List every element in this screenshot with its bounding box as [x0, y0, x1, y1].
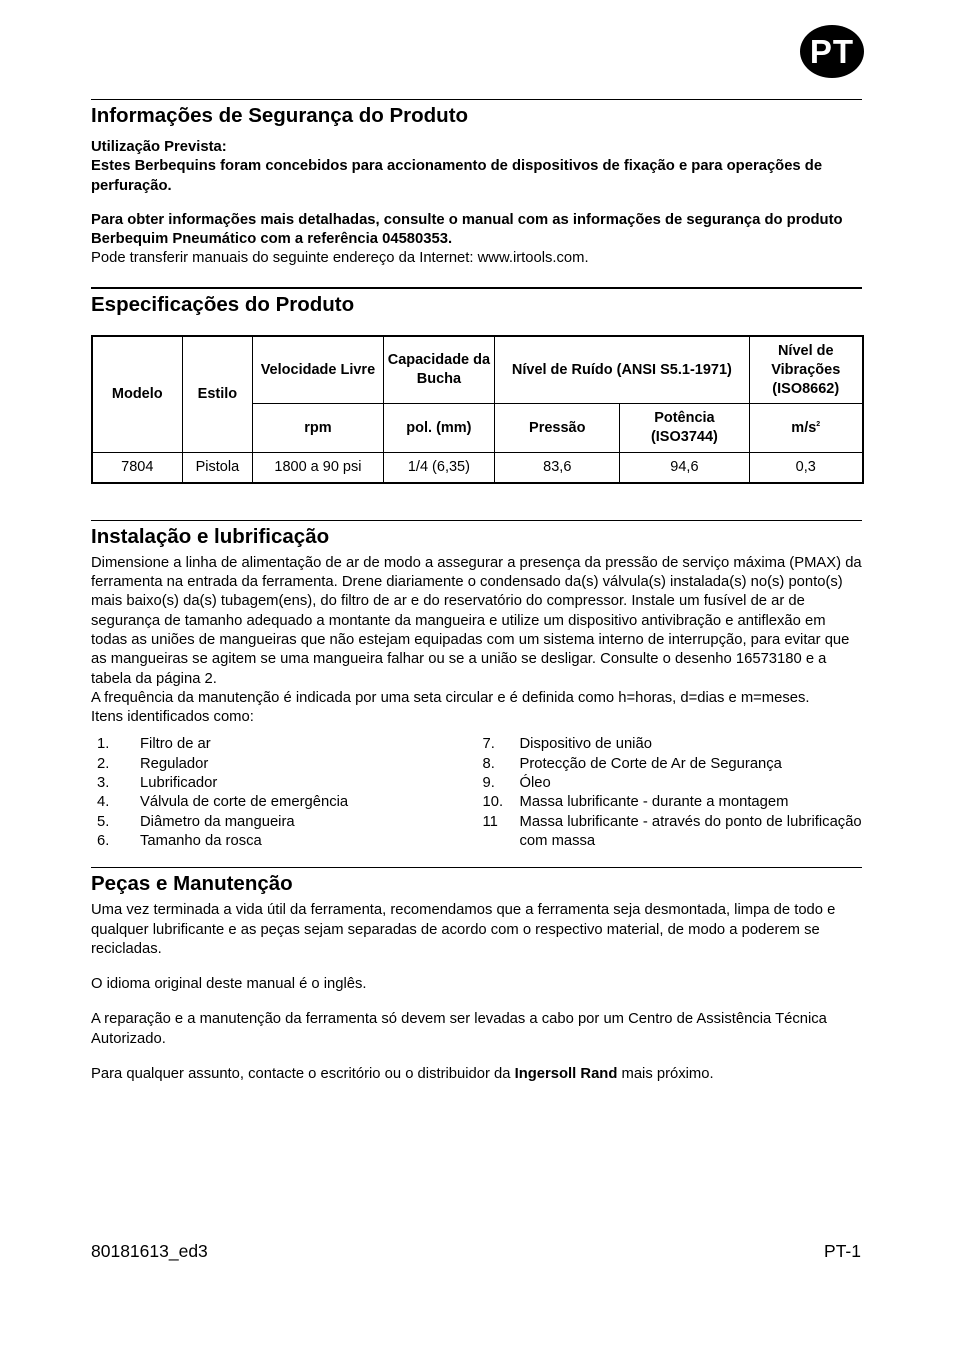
section-divider	[91, 520, 862, 521]
brand-name: Ingersoll Rand	[514, 1066, 618, 1083]
more-info-text: Para obter informações mais detalhadas, consulte o manual com as informações de segurança do produto Berbequim Pneumático com a referência 04580353.	[91, 211, 843, 248]
list-item: 1. Filtro de ar	[97, 736, 211, 753]
list-item: 5. Diâmetro da mangueira	[97, 813, 295, 830]
page-content	[91, 99, 862, 1084]
parts-p1: Uma vez terminada a vida útil da ferramenta, recomendamos que a ferramenta seja desmontada, limpa de todo e qualquer lubrificante e as peças sejam separadas de acordo com o respectivo material, de modo a poderem se recicladas.	[91, 902, 836, 957]
install-paragraph: Dimensione a linha de alimentação de ar de modo a assegurar a presença da pressão de serviço máxima (PMAX) da ferramenta na entrada da ferramenta. Drene diariamente o condensado da(s) válvula(s) instalada(s) no(s) ponto(s) mais baixo(s) da(s) tubagem(ens), do filtro de ar e do reservatório do compressor. Instale um fusível de ar de segurança de tamanho adequado a montante da mangueira e utilize um dispositivo antivibração e antiflexão em todas as uniões de mangueiras que não estejam equipadas com um sistema interno de interrupção, para evitar que as mangueiras se agitem se uma mangueira falhar ou se a união se desligar. Consulte o desenho 16573180 e a tabela da página 2.	[91, 554, 862, 687]
intended-use-label: Utilização Prevista:	[91, 139, 227, 155]
unit-power: Potência (ISO3744)	[620, 404, 749, 453]
parts-heading: Peças e Manutenção	[91, 872, 293, 896]
items-list	[91, 735, 862, 851]
cell-pressure: 83,6	[495, 453, 620, 483]
intended-use-text: Estes Berbequins foram concebidos para accionamento de dispositivos de fixação e para operações de perfuração.	[91, 158, 823, 194]
unit-chuck: pol. (mm)	[383, 404, 495, 453]
list-item: 7. Dispositivo de união	[482, 736, 652, 753]
cell-speed: 1800 a 90 psi	[253, 453, 383, 483]
list-item: 4. Válvula de corte de emergência	[97, 794, 349, 811]
page-number: PT-1	[824, 1241, 861, 1261]
list-item: 3. Lubrificador	[97, 775, 218, 792]
section-divider	[91, 867, 862, 868]
download-text: Pode transferir manuais do seguinte endereço da Internet: www.irtools.com.	[91, 250, 589, 267]
list-item: 10. Massa lubrificante - durante a montagem	[482, 794, 789, 811]
unit-pressure: Pressão	[495, 404, 620, 453]
cell-power: 94,6	[620, 453, 749, 483]
install-heading: Instalação e lubrificação	[91, 524, 330, 548]
list-item: 6. Tamanho da rosca	[97, 832, 262, 849]
cell-style: Pistola	[182, 453, 253, 483]
safety-heading: Informações de Segurança do Produto	[91, 104, 469, 127]
list-item: 8. Protecção de Corte de Ar de Segurança	[482, 755, 782, 772]
th-model: Modelo	[92, 336, 182, 453]
language-badge: PT	[800, 25, 864, 78]
items-right-column	[477, 735, 863, 851]
th-speed: Velocidade Livre	[253, 336, 383, 404]
specs-heading: Especificações do Produto	[91, 292, 355, 316]
list-item: 9. Óleo	[482, 775, 551, 792]
parts-p2: O idioma original deste manual é o inglês.	[91, 976, 367, 993]
th-chuck: Capacidade da Bucha	[383, 336, 495, 404]
items-left-column	[91, 735, 477, 851]
section-divider	[91, 99, 862, 100]
unit-rpm: rpm	[253, 404, 383, 453]
frequency-text: A frequência da manutenção é indicada por uma seta circular e é definida como h=horas, d=dias e m=meses.	[91, 689, 810, 706]
th-vibration: Nível de Vibrações (ISO8662)	[749, 336, 863, 404]
th-noise: Nível de Ruído (ANSI S5.1-1971)	[495, 336, 749, 404]
section-divider	[91, 287, 862, 289]
cell-vibration: 0,3	[749, 453, 863, 483]
table-row	[92, 453, 863, 483]
cell-chuck: 1/4 (6,35)	[383, 453, 495, 483]
parts-p3: A reparação e a manutenção da ferramenta só devem ser levadas a cabo por um Centro de Assistência Técnica Autorizado.	[91, 1011, 827, 1047]
cell-model: 7804	[92, 453, 182, 483]
list-item: 11 Massa lubrificante - através do ponto de lubrificação com massa	[482, 813, 862, 849]
document-number: 80181613_ed3	[91, 1241, 208, 1261]
items-intro: Itens identificados como:	[91, 709, 254, 726]
list-item: 2. Regulador	[97, 755, 209, 772]
spec-table	[91, 335, 864, 484]
th-style: Estilo	[182, 336, 253, 453]
parts-p4: Para qualquer assunto, contacte o escritório ou o distribuidor da Ingersoll Rand mais próximo.	[91, 1066, 714, 1083]
unit-vibration: $m/s^2$	[749, 404, 863, 453]
